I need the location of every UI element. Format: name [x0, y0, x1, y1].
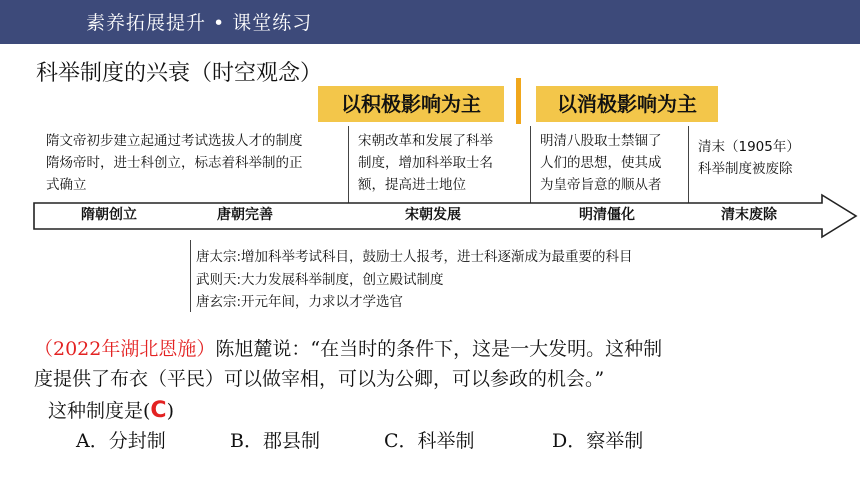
desc-qingmo	[698, 136, 800, 180]
header-title: 素养拓展提升 • 课堂练习	[86, 12, 313, 34]
tang-note: 唐太宗:增加科举考试科目，鼓励士人报考，进士科逐渐成为最重要的科目	[196, 249, 633, 265]
desc-mingqing-line: 明清八股取士禁锢了	[540, 133, 662, 149]
banner-negative-impact: 以消极影响为主	[536, 86, 718, 122]
option-a[interactable]: A．分封制	[76, 430, 166, 452]
tang-note: 武则天:大力发展科举制度，创立殿试制度	[196, 271, 444, 288]
option-c[interactable]: C．科举制	[384, 430, 475, 452]
desc-mingqing	[540, 130, 662, 196]
stage-label: 隋朝创立	[81, 207, 137, 223]
desc-sui-line: 式确立	[46, 177, 87, 193]
desc-qingmo-line: 清末（1905年）	[698, 139, 800, 155]
stage-label: 明清僵化	[579, 207, 635, 223]
stage-label: 唐朝完善	[217, 207, 273, 223]
desc-song-line: 制度，增加科举取士名	[358, 155, 493, 171]
banner-divider	[516, 78, 521, 124]
option-d[interactable]: D．察举制	[552, 430, 644, 452]
question-line-3	[48, 396, 174, 423]
tang-notes	[196, 246, 633, 314]
desc-song	[358, 130, 493, 196]
tang-connector-line	[190, 240, 191, 312]
desc-song-line: 宋朝改革和发展了科举	[358, 133, 493, 149]
desc-sui-line: 隋文帝初步建立起通过考试选拔人才的制度	[46, 133, 303, 149]
section-title: 科举制度的兴衰（时空观念）	[36, 61, 323, 86]
desc-qingmo-line: 科举制度被废除	[698, 161, 793, 177]
option-b[interactable]: B．郡县制	[230, 430, 320, 452]
question-source: （2022年湖北恩施）	[34, 338, 216, 360]
desc-mingqing-line: 人们的思想，使其成	[540, 155, 662, 171]
stage-label: 清末废除	[721, 207, 777, 223]
stage-label: 宋朝发展	[405, 207, 461, 223]
tang-note: 唐玄宗:开元年间，力求以才学选官	[196, 294, 404, 310]
desc-sui	[46, 130, 303, 196]
banner-positive-impact: 以积极影响为主	[318, 86, 504, 122]
header-bar	[0, 0, 860, 44]
question-prompt: 这种制度是(	[48, 400, 151, 422]
desc-song-line: 额，提高进士地位	[358, 177, 466, 193]
answer-text: C	[150, 398, 167, 423]
question-line-2: 度提供了布衣（平民）可以做宰相，可以为公卿，可以参政的机会。”	[34, 368, 605, 390]
desc-mingqing-line: 为皇帝旨意的顺从者	[540, 177, 662, 193]
question-prompt-end: )	[166, 400, 174, 422]
question-line-1	[34, 334, 662, 361]
question-text: 陈旭麓说：“在当时的条件下，这是一大发明。这种制	[215, 338, 663, 360]
desc-sui-line: 隋炀帝时，进士科创立，标志着科举制的正	[46, 155, 303, 171]
